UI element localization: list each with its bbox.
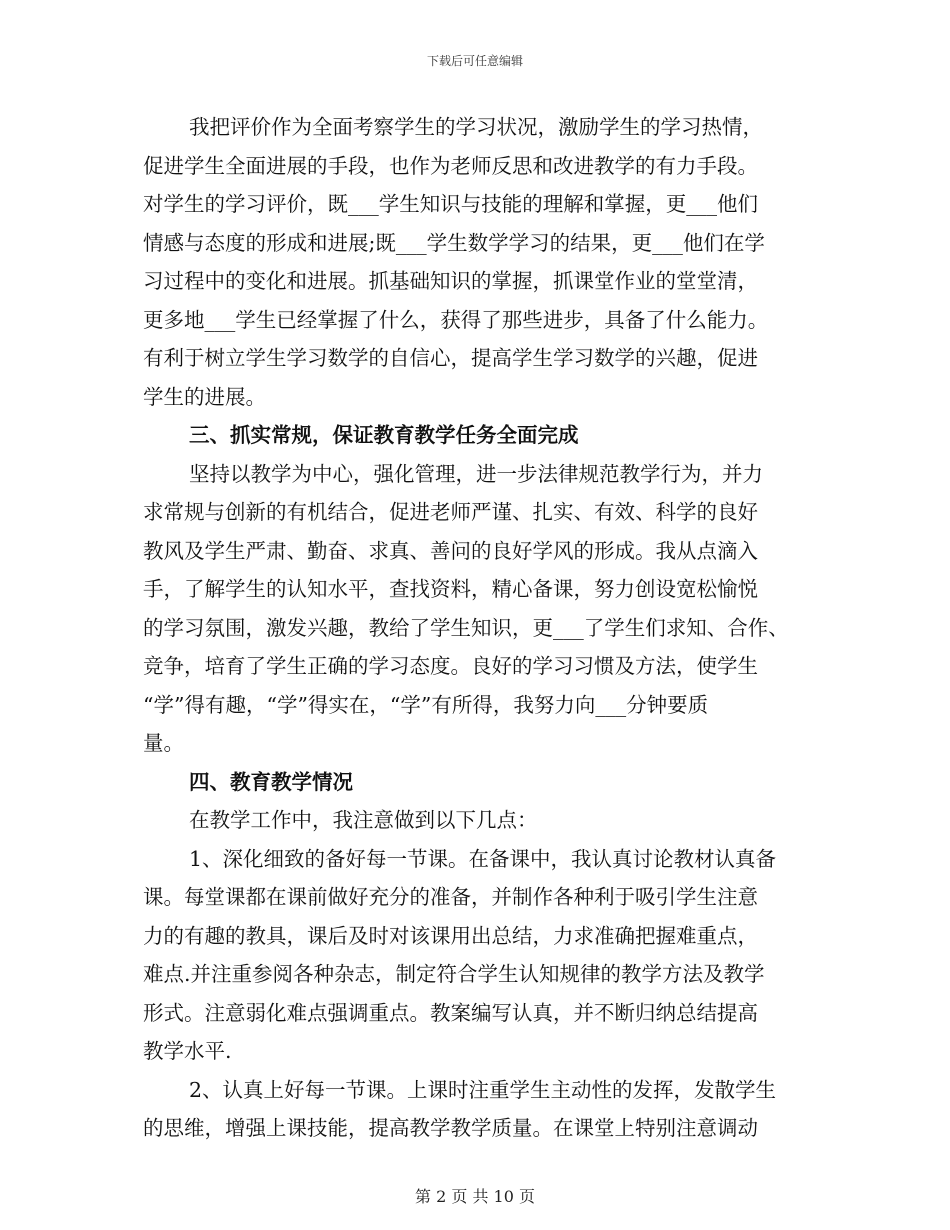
paragraph-line: 量。	[143, 731, 184, 755]
section-heading: 四、教育教学情况	[189, 769, 353, 794]
paragraph-line: 更多地___学生已经掌握了什么，获得了那些进步，具备了什么能力。	[143, 307, 769, 332]
paragraph-line: 教学水平.	[143, 1039, 232, 1063]
page-number: 第 2 页 共 10 页	[415, 1187, 535, 1206]
paragraph-line: 求常规与创新的有机结合，促进老师严谨、扎实、有效、科学的良好	[143, 500, 758, 524]
paragraph-line: 2、认真上好每一节课。上课时注重学生主动性的发挥，发散学生	[189, 1077, 777, 1102]
paragraph-line: 对学生的学习评价，既___学生知识与技能的理解和掌握，更___他们	[143, 192, 758, 216]
paragraph-line: 形式。注意弱化难点强调重点。教案编写认真，并不断归纳总结提高	[143, 1000, 758, 1025]
paragraph-line: 的学习氛围，激发兴趣，教给了学生知识，更___了学生们求知、合作、	[143, 615, 789, 640]
paragraph-line: 竞争，培育了学生正确的学习态度。良好的学习习惯及方法，使学生	[143, 654, 758, 678]
page-header: 下载后可任意编辑	[426, 54, 523, 68]
paragraph-line: 情感与态度的形成和进展;既___学生数学学习的结果，更___他们在学	[143, 230, 765, 255]
paragraph-line: 坚持以教学为中心，强化管理，进一步法律规范教学行为，并力	[189, 461, 763, 486]
paragraph-line: 习过程中的变化和进展。抓基础知识的掌握，抓课堂作业的堂堂清，	[143, 269, 758, 293]
paragraph-line: 我把评价作为全面考察学生的学习状况，激励学生的学习热情，	[189, 115, 763, 139]
paragraph-line: “学”得有趣，“学”得实在，“学”有所得，我努力向___分钟要质	[143, 692, 709, 717]
paragraph-line: 促进学生全面进展的手段，也作为老师反思和改进教学的有力手段。	[143, 153, 758, 178]
paragraph-line: 课。每堂课都在课前做好充分的准备，并制作各种利于吸引学生注意	[143, 885, 758, 909]
paragraph-line: 学生的进展。	[143, 384, 266, 409]
paragraph-line: 的思维，增强上课技能，提高教学教学质量。在课堂上特别注意调动	[143, 1116, 758, 1140]
section-heading: 三、抓实常规，保证教育教学任务全面完成	[189, 423, 579, 447]
paragraph-line: 力的有趣的教具，课后及时对该课用出总结，力求准确把握难重点，	[143, 923, 758, 948]
paragraph-line: 有利于树立学生学习数学的自信心，提高学生学习数学的兴趣，促进	[143, 346, 758, 370]
paragraph-line: 手，了解学生的认知水平，查找资料，精心备课，努力创设宽松愉悦	[143, 577, 758, 601]
paragraph-line: 教风及学生严肃、勤奋、求真、善问的良好学风的形成。我从点滴入	[143, 538, 758, 563]
paragraph-line: 1、深化细致的备好每一节课。在备课中，我认真讨论教材认真备	[189, 846, 777, 871]
paragraph-line: 在教学工作中，我注意做到以下几点：	[189, 808, 538, 832]
paragraph-line: 难点.并注重参阅各种杂志，制定符合学生认知规律的教学方法及教学	[143, 962, 765, 986]
document-body	[143, 108, 823, 1148]
